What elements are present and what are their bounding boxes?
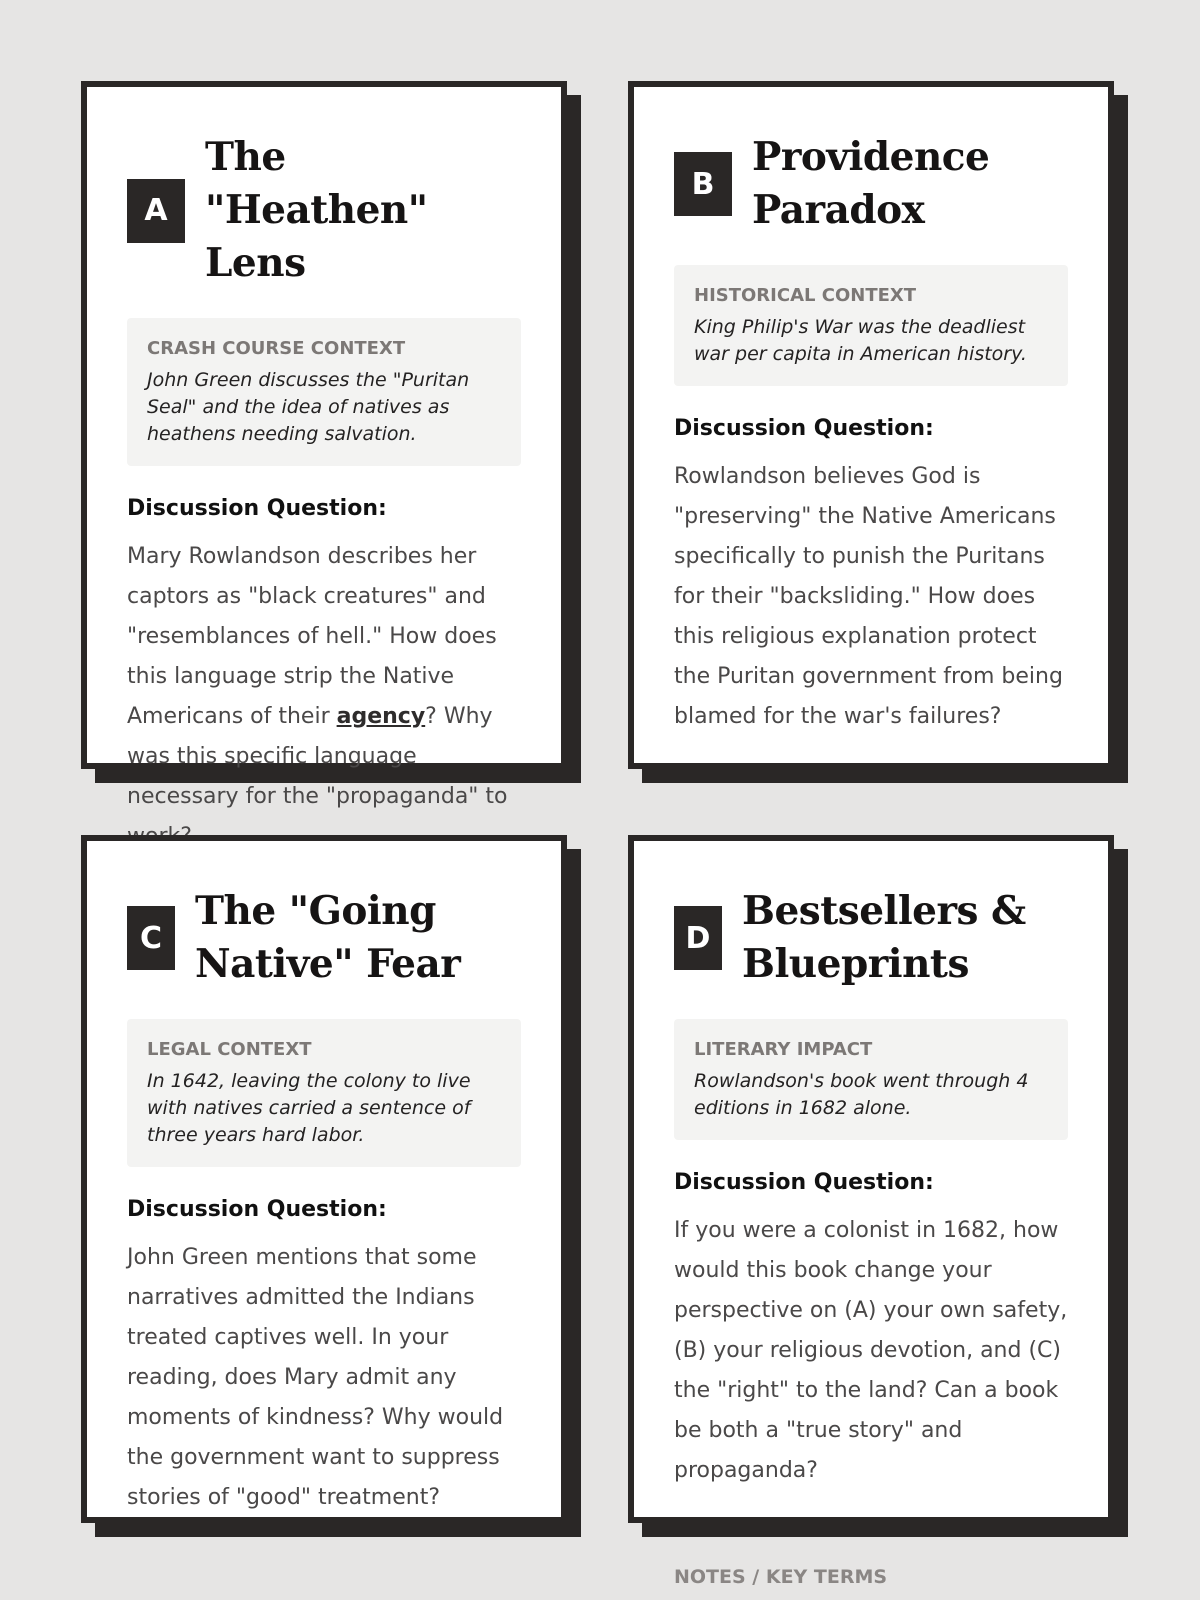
card-letter-badge: D (674, 906, 722, 970)
notes-divider (674, 1532, 1074, 1533)
card-letter-badge: C (127, 906, 175, 970)
key-term-agency: agency (336, 704, 426, 729)
card-letter-badge: B (674, 152, 732, 216)
context-box (127, 1019, 521, 1167)
card-d (628, 835, 1114, 1523)
card-title: The "Going Native" Fear (195, 888, 461, 987)
context-box (127, 318, 521, 466)
discussion-question-text: Rowlandson believes God is "preserving" the Native Americans specifically to punish the Puritans for their "backsliding." How does this religious explanation protect the Puritan government from being blamed for the war's failures? (674, 464, 1063, 729)
card-title: Bestsellers & Blueprints (742, 888, 1026, 987)
context-text: In 1642, leaving the colony to live with natives carried a sentence of three years hard labor. (147, 1070, 471, 1146)
context-text: John Green discusses the "Puritan Seal" and the idea of natives as heathens needing salvation. (147, 369, 470, 445)
context-text: King Philip's War was the deadliest war per capita in American history. (694, 316, 1027, 365)
context-box (674, 265, 1068, 386)
card-title-row (674, 885, 1068, 991)
context-label: LITERARY IMPACT (694, 1039, 873, 1060)
discussion-question-label: Discussion Question: (127, 1197, 387, 1222)
context-text: Rowlandson's book went through 4 editions in 1682 alone. (694, 1070, 1029, 1119)
question-text-part: ? Why was this specific language necessary for the "propaganda" to (127, 704, 508, 809)
discussion-question-text: John Green mentions that some narratives admitted the Indians treated captives well. In your reading, does Mary admit any moments of kindness? Why would the government want to suppress stories of "good" treatment? (127, 1245, 504, 1510)
context-label: HISTORICAL CONTEXT (694, 285, 917, 306)
context-box (674, 1019, 1068, 1140)
discussion-question-label: Discussion Question: (674, 1170, 934, 1195)
card-a (81, 81, 567, 809)
card-letter-badge: A (127, 179, 185, 243)
notes-key-terms-label: NOTES / KEY TERMS (674, 1566, 888, 1588)
card-title-row (674, 131, 1068, 237)
discussion-question-label: Discussion Question: (674, 416, 934, 441)
discussion-question-text: If you were a colonist in 1682, how would this book change your perspective on (A) your own safety, (B) your religious devotion, and (C) the "right" to the land? Can a book be both a "true story" and propaganda? (674, 1218, 1068, 1483)
discussion-question-label: Discussion Question: (127, 496, 387, 521)
context-label: CRASH COURSE CONTEXT (147, 338, 406, 359)
card-c (81, 835, 567, 1523)
discussion-question-text (127, 537, 521, 857)
card-title-row (127, 131, 521, 290)
card-title-row (127, 885, 521, 991)
question-text-part: Mary Rowlandson describes her captors as "black creatures" and "resemblances of hell." How does this language strip the Native Americans of their (127, 544, 497, 729)
card-title: The "Heathen" Lens (205, 134, 428, 286)
context-label: LEGAL CONTEXT (147, 1039, 312, 1060)
card-title: Providence Paradox (752, 134, 990, 233)
card-b (628, 81, 1114, 769)
